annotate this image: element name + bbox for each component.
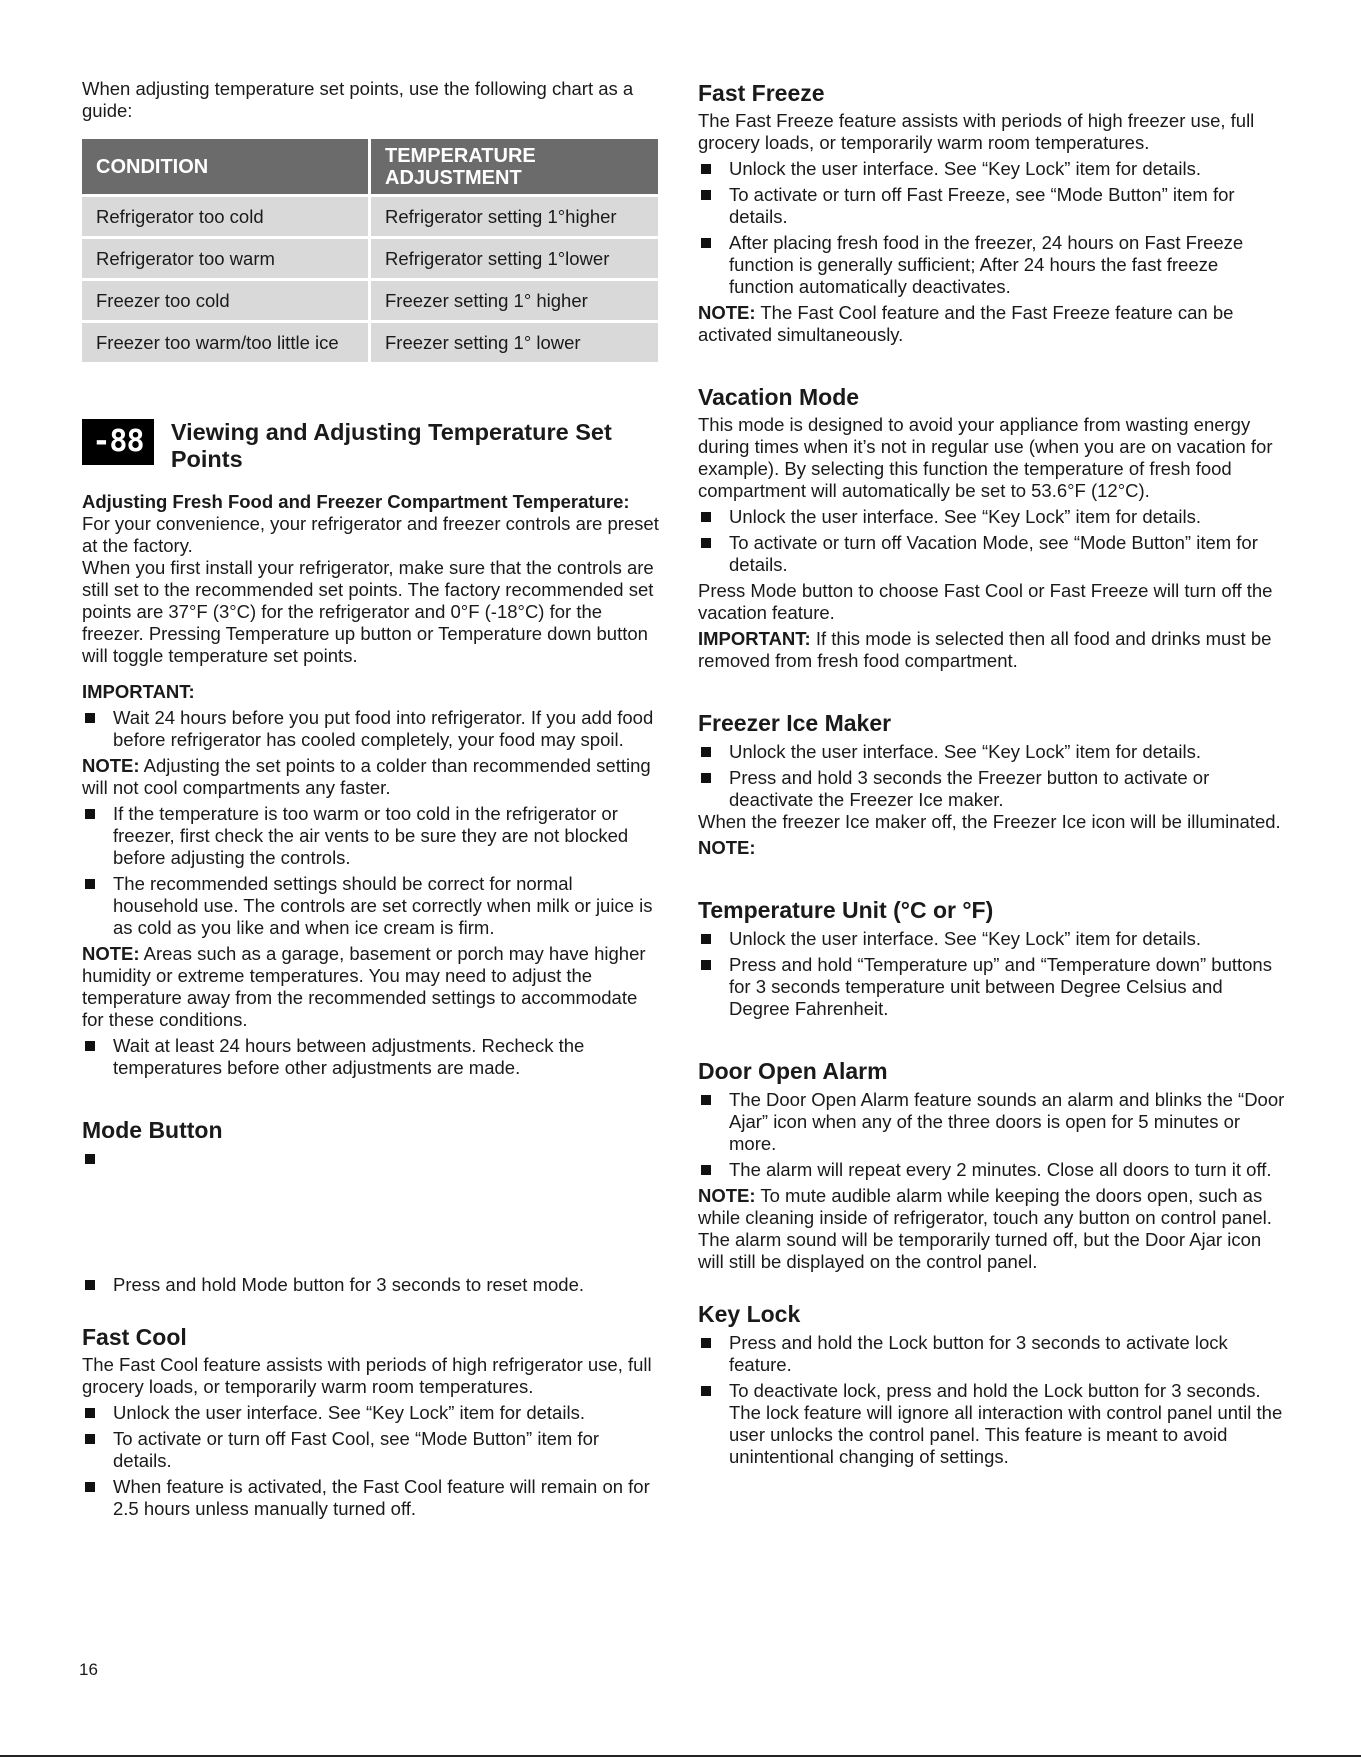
list-item: Press and hold Mode button for 3 seconds to reset mode. [82, 1274, 662, 1296]
adjusting-subheading: Adjusting Fresh Food and Freezer Compartment Temperature: [82, 491, 630, 512]
note-paragraph [698, 1185, 1288, 1273]
list-item: Press and hold 3 seconds the Freezer button to activate or deactivate the Freezer Ice maker. [698, 767, 1288, 811]
table-cell: Freezer setting 1° lower [371, 323, 658, 362]
list-item: After placing fresh food in the freezer, 24 hours on Fast Freeze function is generally sufficient; After 24 hours the fast freeze function automatically deactivates. [698, 232, 1288, 298]
note-text: Adjusting the set points to a colder than recommended setting will not cool compartments any faster. [82, 755, 651, 798]
right-column [698, 80, 1288, 1468]
table-cell: Freezer setting 1° higher [371, 281, 658, 320]
bullet-list [698, 741, 1288, 811]
list-item: When feature is activated, the Fast Cool feature will remain on for 2.5 hours unless manually turned off. [82, 1476, 662, 1520]
list-item: To activate or turn off Fast Freeze, see “Mode Button” item for details. [698, 184, 1288, 228]
list-item: Press and hold the Lock button for 3 seconds to activate lock feature. [698, 1332, 1288, 1376]
fast-freeze-heading: Fast Freeze [698, 80, 825, 106]
temperature-unit-heading: Temperature Unit (°C or °F) [698, 897, 994, 923]
column-header-adjustment: TEMPERATURE ADJUSTMENT [371, 139, 658, 194]
key-lock-heading: Key Lock [698, 1301, 801, 1327]
paragraph: For your convenience, your refrigerator and freezer controls are preset at the factory. [82, 513, 659, 556]
list-item: Unlock the user interface. See “Key Lock” item for details. [698, 928, 1288, 950]
list-item: To activate or turn off Vacation Mode, see “Mode Button” item for details. [698, 532, 1288, 576]
bullet-list [698, 506, 1288, 576]
note-label: NOTE: [82, 943, 140, 964]
freezer-ice-maker-heading: Freezer Ice Maker [698, 710, 892, 736]
list-item: Unlock the user interface. See “Key Lock” item for details. [698, 506, 1288, 528]
list-item: Unlock the user interface. See “Key Lock” item for details. [82, 1402, 662, 1424]
bullet-list [82, 1402, 662, 1520]
intro-text: When adjusting temperature set points, use the following chart as a guide: [82, 78, 634, 121]
note-paragraph [82, 755, 662, 799]
table-cell: Freezer too warm/too little ice [82, 323, 368, 362]
left-column [82, 78, 662, 1520]
list-item-empty [82, 1148, 662, 1170]
list-item: Unlock the user interface. See “Key Lock” item for details. [698, 741, 1288, 763]
bullet-list [82, 707, 662, 751]
list-item: Wait at least 24 hours between adjustments. Recheck the temperatures before other adjustments are made. [82, 1035, 662, 1079]
list-item: Press and hold “Temperature up” and “Temperature down” buttons for 3 seconds temperature unit between Degree Celsius and Degree Fahrenheit. [698, 954, 1288, 1020]
note-text: Areas such as a garage, basement or porch may have higher humidity or extreme temperatures. You may need to adjust the temperature away from the recommended settings to accommodate for these conditions. [82, 943, 646, 1030]
viewing-section-heading [82, 419, 662, 473]
table-header-row [82, 139, 658, 194]
table-cell: Refrigerator too warm [82, 239, 368, 278]
list-item: The Door Open Alarm feature sounds an alarm and blinks the “Door Ajar” icon when any of the three doors is open for 5 minutes or more. [698, 1089, 1288, 1155]
paragraph: This mode is designed to avoid your appliance from wasting energy during times when it’s not in regular use (when you are on vacation for example). By selecting this function the temperature of fresh food compartment will automatically be set to 53.6°F (12°C). [698, 414, 1273, 501]
mode-button-heading: Mode Button [82, 1117, 223, 1143]
list-item: If the temperature is too warm or too cold in the refrigerator or freezer, first check the air vents to be sure they are not blocked before adjusting the controls. [82, 803, 662, 869]
list-item: Unlock the user interface. See “Key Lock” item for details. [698, 158, 1288, 180]
bullet-list [698, 928, 1288, 1020]
bullet-list [698, 1089, 1288, 1181]
list-item: The recommended settings should be correct for normal household use. The controls are set correctly when milk or juice is as cold as you like and when ice cream is firm. [82, 873, 662, 939]
paragraph: When the freezer Ice maker off, the Freezer Ice icon will be illuminated. [698, 811, 1281, 832]
temperature-display-icon: -88 [82, 419, 154, 465]
paragraph: When you first install your refrigerator, make sure that the controls are still set to the recommended set points. The factory recommended set points are 37°F (3°C) for the refrigerator and 0°F (-18°C) for the freezer. Pressing Temperature up button or Temperature down button will toggle temperature set points. [82, 557, 654, 666]
list-item: Wait 24 hours before you put food into refrigerator. If you add food before refrigerator has cooled completely, your food may spoil. [82, 707, 662, 751]
bullet-list [82, 1148, 662, 1170]
important-label: IMPORTANT: [82, 681, 195, 702]
door-open-alarm-heading: Door Open Alarm [698, 1058, 888, 1084]
bullet-list [82, 1274, 662, 1296]
temperature-chart [79, 136, 661, 365]
column-header-condition: CONDITION [82, 139, 368, 194]
table-row [82, 281, 658, 320]
viewing-section-title: Viewing and Adjusting Temperature Set Points [170, 419, 612, 472]
bullet-list [82, 1035, 662, 1079]
paragraph: Press Mode button to choose Fast Cool or Fast Freeze will turn off the vacation feature. [698, 580, 1273, 623]
table-row [82, 239, 658, 278]
table-row [82, 323, 658, 362]
note-label: NOTE: [698, 302, 756, 323]
paragraph: The Fast Cool feature assists with periods of high refrigerator use, full grocery loads, or temporarily warm room temperatures. [82, 1354, 652, 1397]
list-item: To activate or turn off Fast Cool, see “Mode Button” item for details. [82, 1428, 662, 1472]
fast-cool-heading: Fast Cool [82, 1324, 187, 1350]
note-label: NOTE: [698, 837, 756, 858]
vacation-mode-heading: Vacation Mode [698, 384, 860, 410]
note-text: The Fast Cool feature and the Fast Freeze feature can be activated simultaneously. [698, 302, 1234, 345]
bottom-divider [0, 1755, 1361, 1757]
note-paragraph [698, 302, 1288, 346]
paragraph: The Fast Freeze feature assists with periods of high freezer use, full grocery loads, or temporarily warm room temperatures. [698, 110, 1255, 153]
table-cell: Refrigerator setting 1°lower [371, 239, 658, 278]
page-number: 16 [79, 1660, 98, 1679]
note-text: To mute audible alarm while keeping the doors open, such as while cleaning inside of refrigerator, touch any button on control panel. The alarm sound will be temporarily turned off, but the Door Ajar icon will still be displayed on the control panel. [698, 1185, 1272, 1272]
list-item: To deactivate lock, press and hold the Lock button for 3 seconds. The lock feature will ignore all interaction with control panel until the user unlocks the control panel. This feature is meant to avoid unintentional changing of settings. [698, 1380, 1288, 1468]
note-label: NOTE: [82, 755, 140, 776]
important-paragraph [698, 628, 1288, 672]
important-text: If this mode is selected then all food and drinks must be removed from fresh food compartment. [698, 628, 1272, 671]
bullet-list [698, 1332, 1288, 1468]
table-cell: Refrigerator setting 1°higher [371, 197, 658, 236]
table-cell: Freezer too cold [82, 281, 368, 320]
note-paragraph [82, 943, 662, 1031]
bullet-list [698, 158, 1288, 298]
important-label: IMPORTANT: [698, 628, 811, 649]
note-label: NOTE: [698, 1185, 756, 1206]
bullet-list [82, 803, 662, 939]
list-item: The alarm will repeat every 2 minutes. Close all doors to turn it off. [698, 1159, 1288, 1181]
table-row [82, 197, 658, 236]
table-cell: Refrigerator too cold [82, 197, 368, 236]
